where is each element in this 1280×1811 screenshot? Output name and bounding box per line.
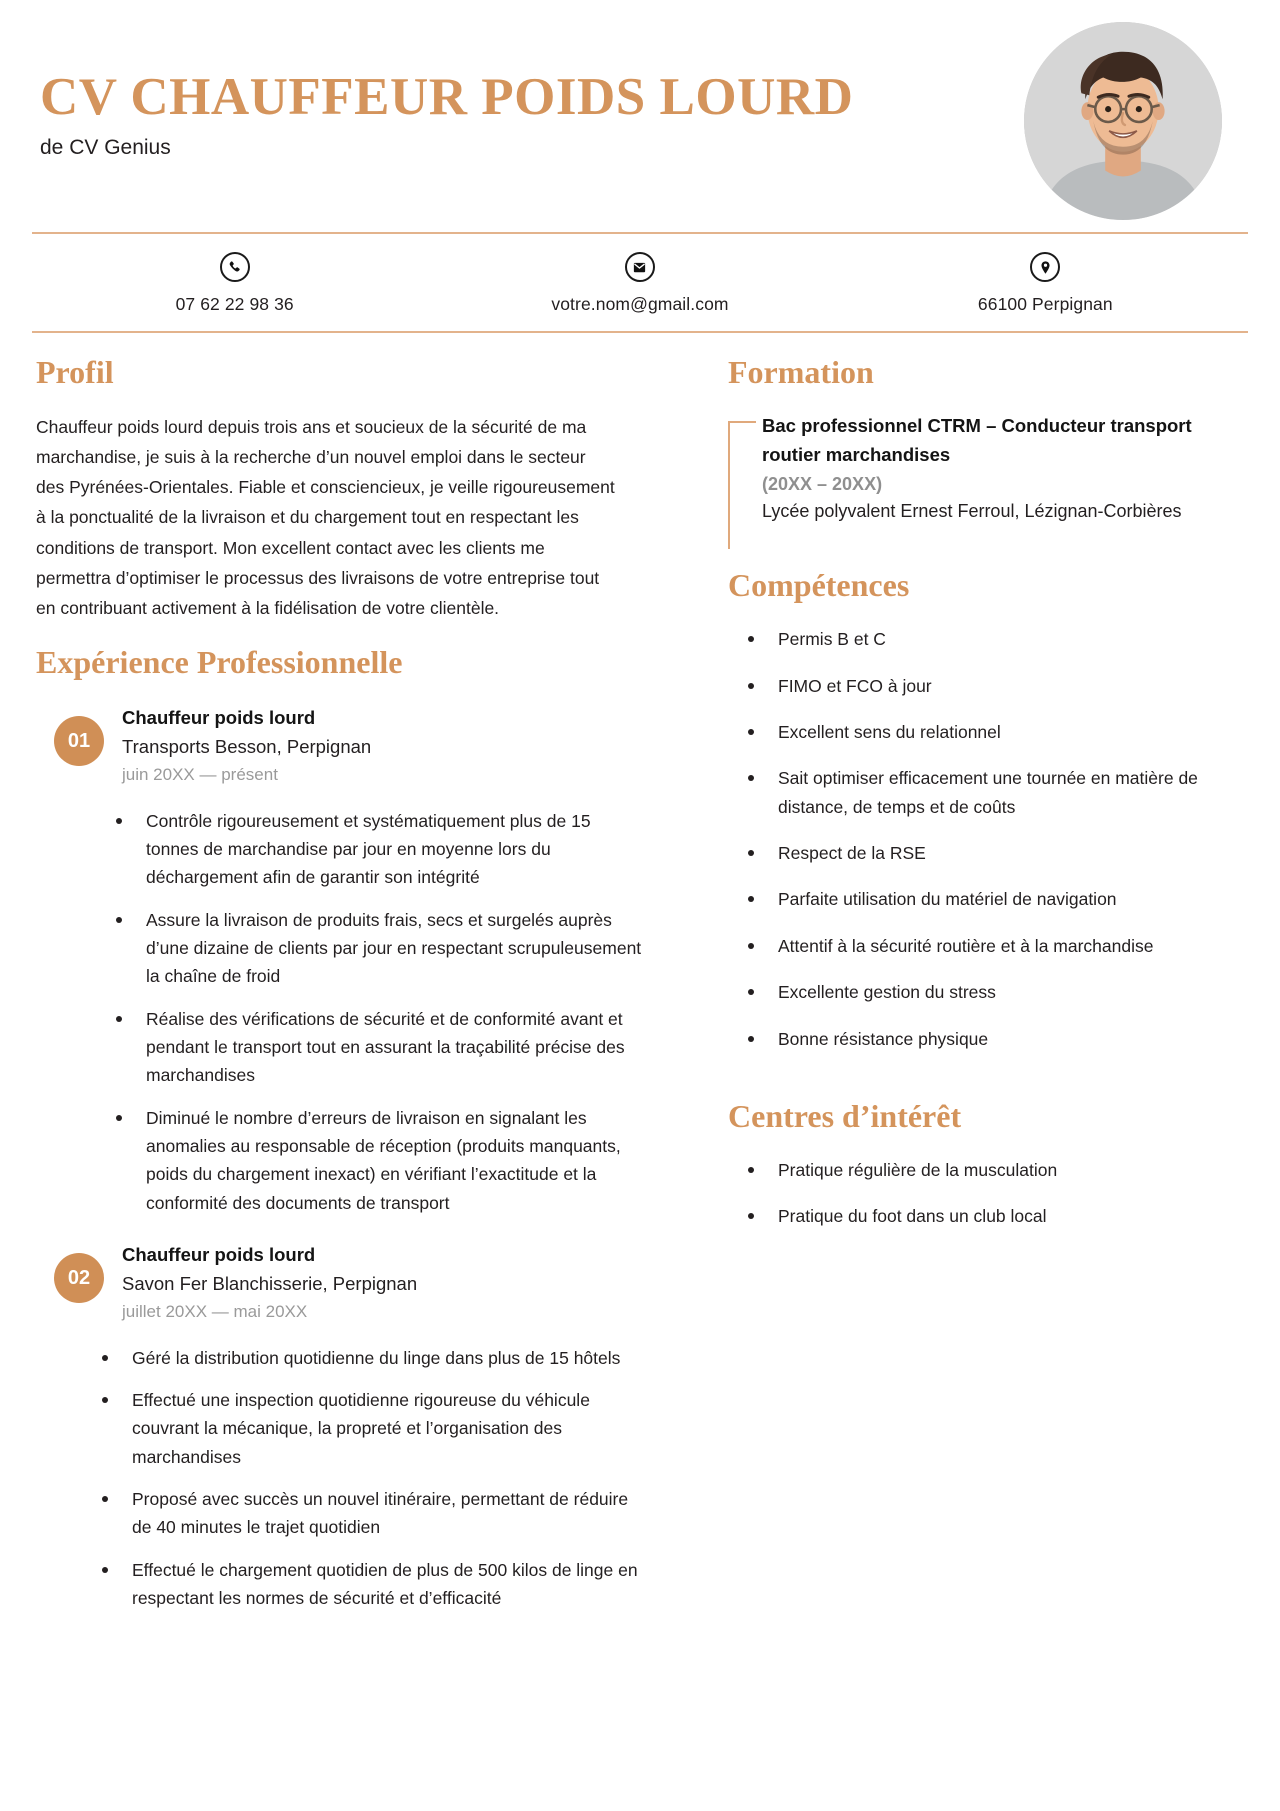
list-item: Réalise des vérifications de sécurité et de conformité avant et pendant le transport tout en assurant la traçabilité précise des marchandises	[112, 1005, 642, 1090]
list-item: Diminué le nombre d’erreurs de livraison en signalant les anomalies au responsable de réception (produits manquants, poids du chargement inexact) en vérifiant l’exactitude et la conformité des documents de transport	[112, 1104, 642, 1217]
left-column	[36, 333, 672, 1626]
education-entry	[728, 412, 1244, 526]
list-item: Sait optimiser efficacement une tournée en matière de distance, de temps et de coûts	[744, 764, 1244, 821]
contact-item-phone	[32, 252, 437, 315]
interests-list	[728, 1156, 1244, 1231]
job-title: Chauffeur poids lourd	[122, 1244, 316, 1266]
email-value: votre.nom@gmail.com	[551, 294, 729, 314]
section-title-profile: Profil	[36, 354, 114, 390]
experience-number-badge: 01	[54, 716, 104, 766]
section-title-skills: Compétences	[728, 567, 910, 604]
job-bullet-list	[36, 1344, 642, 1613]
phone-icon	[220, 252, 250, 282]
experience-entry-header	[36, 702, 642, 789]
right-column	[672, 333, 1244, 1626]
cv-body	[0, 333, 1280, 1626]
list-item: Respect de la RSE	[744, 839, 1244, 867]
envelope-icon	[625, 252, 655, 282]
list-item: Excellente gestion du stress	[744, 978, 1244, 1006]
list-item: Parfaite utilisation du matériel de navigation	[744, 885, 1244, 913]
phone-value: 07 62 22 98 36	[175, 294, 294, 314]
section-title-experience: Expérience Professionnelle	[36, 643, 403, 680]
contact-bar	[0, 234, 1280, 331]
list-item: Excellent sens du relationnel	[744, 718, 1244, 746]
experience-entry	[36, 702, 642, 1217]
list-item: Géré la distribution quotidienne du linge dans plus de 15 hôtels	[98, 1344, 642, 1372]
education-bracket-decoration	[728, 421, 756, 549]
page-title: CV CHAUFFEUR POIDS LOURD	[40, 68, 854, 126]
list-item: Pratique régulière de la musculation	[744, 1156, 1244, 1184]
avatar	[1024, 22, 1222, 220]
education-years: (20XX – 20XX)	[762, 473, 883, 494]
contact-item-location	[843, 252, 1248, 315]
experience-entry-meta	[122, 1239, 417, 1326]
page-subtitle: de CV Genius	[40, 135, 171, 159]
job-dates: juin 20XX — présent	[122, 765, 278, 785]
education-degree: Bac professionnel CTRM – Conducteur transport routier marchandises	[762, 415, 1192, 465]
section-title-interests: Centres d’intérêt	[728, 1097, 962, 1134]
experience-entry-header	[36, 1239, 642, 1326]
experience-entry-meta	[122, 702, 371, 789]
job-company: Savon Fer Blanchisserie, Perpignan	[122, 1272, 418, 1294]
list-item: Attentif à la sécurité routière et à la marchandise	[744, 932, 1244, 960]
list-item: Proposé avec succès un nouvel itinéraire, permettant de réduire de 40 minutes le trajet quotidien	[98, 1485, 642, 1542]
location-value: 66100 Perpignan	[977, 294, 1113, 314]
experience-entry	[36, 1239, 642, 1612]
list-item: Contrôle rigoureusement et systématiquement plus de 15 tonnes de marchandise par jour en moyenne lors du déchargement afin de garantir son intégrité	[112, 807, 642, 892]
list-item: Effectué une inspection quotidienne rigoureuse du véhicule couvrant la mécanique, la propreté et l’organisation des marchandises	[98, 1386, 642, 1471]
cv-header	[0, 0, 1280, 200]
list-item: Bonne résistance physique	[744, 1025, 1244, 1053]
job-dates: juillet 20XX — mai 20XX	[122, 1302, 308, 1322]
section-title-education: Formation	[728, 354, 874, 390]
profile-text: Chauffeur poids lourd depuis trois ans et soucieux de la sécurité de ma marchandise, je suis à la recherche d’un nouvel emploi dans le secteur des Pyrénées-Orientales. Fiable et consciencieux, je veille rigoureusement à la ponctualité de la livraison et du chargement tout en respectant les conditions de transport. Mon excellent contact avec les clients me permettra d’optimiser le processus des livraisons de votre entreprise tout en contribuant activement à la fidélisation de votre clientèle.	[36, 417, 615, 618]
list-item: FIMO et FCO à jour	[744, 672, 1244, 700]
list-item: Pratique du foot dans un club local	[744, 1202, 1244, 1230]
contact-item-email	[437, 252, 842, 315]
education-school: Lycée polyvalent Ernest Ferroul, Lézignan-Corbières	[762, 501, 1182, 522]
skills-list	[728, 625, 1244, 1052]
experience-number-badge: 02	[54, 1253, 104, 1303]
job-company: Transports Besson, Perpignan	[122, 735, 372, 757]
list-item: Assure la livraison de produits frais, secs et surgelés auprès d’une dizaine de clients par jour en respectant scrupuleusement la chaîne de froid	[112, 906, 642, 991]
list-item: Effectué le chargement quotidien de plus de 500 kilos de linge en respectant les normes de sécurité et d’efficacité	[98, 1556, 642, 1613]
list-item: Permis B et C	[744, 625, 1244, 653]
location-pin-icon	[1030, 252, 1060, 282]
job-title: Chauffeur poids lourd	[122, 707, 316, 729]
job-bullet-list	[36, 807, 642, 1217]
